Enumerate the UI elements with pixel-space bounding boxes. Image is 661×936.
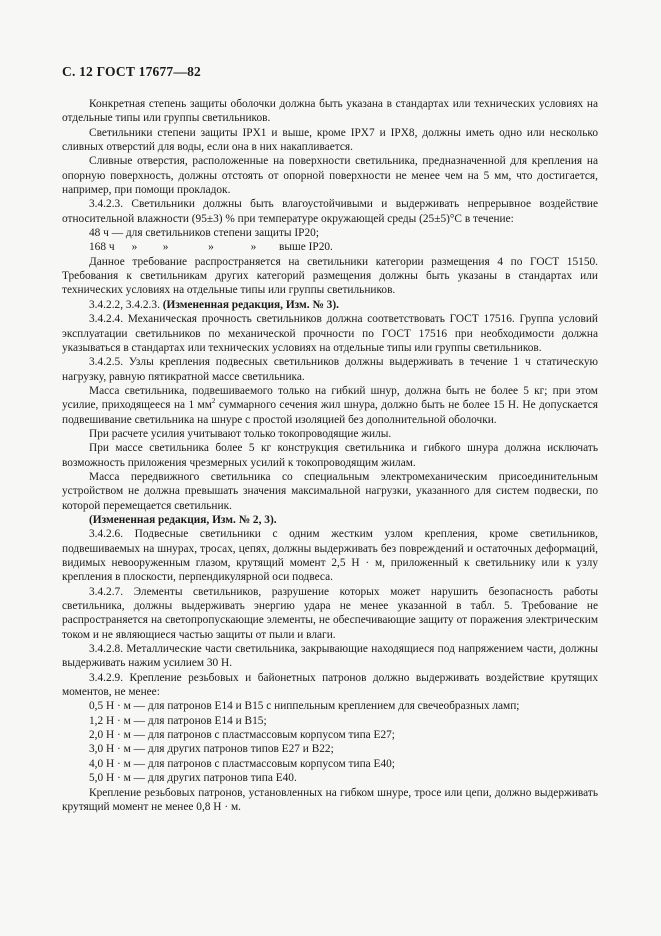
- paragraph: 3.4.2.8. Металлические части светильника, закрывающие находящиеся под напряжением части, должны выдерживать нажим усилием 30 Н.: [62, 643, 598, 670]
- clause-reference: 3.4.2.2, 3.4.2.3.: [89, 298, 160, 311]
- text-part: суммарного сечения жил шнура, должно быть не более 15 Н. Не допускается подвешивание светильника на шнуре с простой изоляцией без дополнительной оболочки.: [62, 399, 598, 426]
- list-item: 0,5 Н · м — для патронов Е14 и В15 с ниппельным креплением для свечеобразных ламп;: [89, 700, 520, 713]
- paragraph: Масса передвижного светильника со специальным электромеханическим присоединительным устройством не должна превышать значения максимальной нагрузки, указанного для систем подвески, по которой перемещается светильник.: [62, 470, 598, 512]
- paragraph: Светильники степени защиты IPX1 и выше, кроме IPX7 и IPX8, должны иметь одно или несколько сливных отверстий для воды, если она в них накапливается.: [62, 126, 598, 154]
- paragraph: Конкретная степень защиты оболочки должна быть указана в стандартах или технических условиях на отдельные типы или группы светильников.: [62, 98, 598, 125]
- paragraph: 3.4.2.4. Механическая прочность светильников должна соответствовать ГОСТ 17516. Группа условий эксплуатации светильников по механической прочности по ГОСТ 17516 при необходимости должна указываться в стандартах или технических условиях на отдельные типы или группы светильников.: [62, 313, 598, 354]
- list-item: 1,2 Н · м — для патронов Е14 и В15;: [89, 714, 267, 727]
- list-item: 4,0 Н · м — для патронов с пластмассовым корпусом типа Е40;: [89, 757, 395, 770]
- paragraph: При расчете усилия учитывают только токопроводящие жилы.: [89, 427, 392, 440]
- amendment-note: (Измененная редакция, Изм. № 2, 3).: [89, 513, 277, 526]
- paragraph: 3.4.2.7. Элементы светильников, разрушение которых может нарушить безопасность работы светильника, должны выдерживать энергию удара не менее указанной в табл. 5. Требование не распространяется на светопропускающие элементы, не обеспечивающие защиту от поражения электрическим током и не являющиеся частью защиты от пыли и влаги.: [62, 585, 598, 641]
- paragraph: Сливные отверстия, расположенные на поверхности светильника, предназначенной для крепления на опорную поверхность, должны отстоять от опорной поверхности не менее чем на 5 мм, что достигается, например, при помощи прокладок.: [62, 155, 598, 197]
- paragraph: [62, 384, 598, 427]
- text-part: Масса светильника, подвешиваемого только на гибкий шнур, должна быть не более 5 кг; при этом усилие, приходящееся на 1 мм: [62, 384, 598, 412]
- paragraph: [62, 298, 598, 312]
- list-item: 2,0 Н · м — для патронов с пластмассовым корпусом типа Е27;: [89, 729, 395, 742]
- list-item: 168 ч » » » » выше IP20.: [89, 241, 333, 254]
- document-body: [62, 97, 598, 814]
- paragraph: 3.4.2.9. Крепление резьбовых и байонетных патронов должно выдерживать воздействие крутящих моментов, не менее:: [62, 671, 598, 699]
- paragraph: Данное требование распространяется на светильники категории размещения 4 по ГОСТ 15150. Требования к светильникам других категорий размещения должны быть указаны в стандартах или технических условиях на отдельные типы или группы светильников.: [62, 255, 598, 297]
- list-item: 3,0 Н · м — для других патронов типов Е27 и В22;: [89, 743, 334, 756]
- page-header: С. 12 ГОСТ 17677—82: [62, 64, 201, 79]
- amendment-note: (Измененная редакция, Изм. № 3).: [162, 298, 339, 311]
- paragraph: Крепление резьбовых патронов, установленных на гибком шнуре, тросе или цепи, должно выдерживать крутящий момент не менее 0,8 Н · м.: [62, 786, 598, 813]
- list-item: 48 ч — для светильников степени защиты IP20;: [89, 227, 319, 240]
- superscript: 2: [211, 397, 216, 406]
- list-item: 5,0 Н · м — для других патронов типа Е40.: [89, 772, 297, 785]
- paragraph: 3.4.2.6. Подвесные светильники с одним жестким узлом крепления, кроме светильников, подвешиваемых на шнурах, тросах, цепях, должны выдерживать без повреждений и остаточных деформаций, видимых невооруженным глазом, крутящий момент 2,5 Н · м, приложенный к светильнику или к узлу крепления в плоскости, перпендикулярной оси подвеса.: [62, 528, 598, 584]
- paragraph: 3.4.2.3. Светильники должны быть влагоустойчивыми и выдерживать непрерывное воздействие относительной влажности (95±3) % при температуре окружающей среды (25±5)°С в течение:: [62, 198, 598, 225]
- paragraph: При массе светильника более 5 кг конструкция светильника и гибкого шнура должна исключать возможность приложения чрезмерных усилий к токопроводящим жилам.: [62, 442, 598, 469]
- paragraph: 3.4.2.5. Узлы крепления подвесных светильников должны выдерживать в течение 1 ч статическую нагрузку, равную пятикратной массе светильника.: [62, 356, 598, 383]
